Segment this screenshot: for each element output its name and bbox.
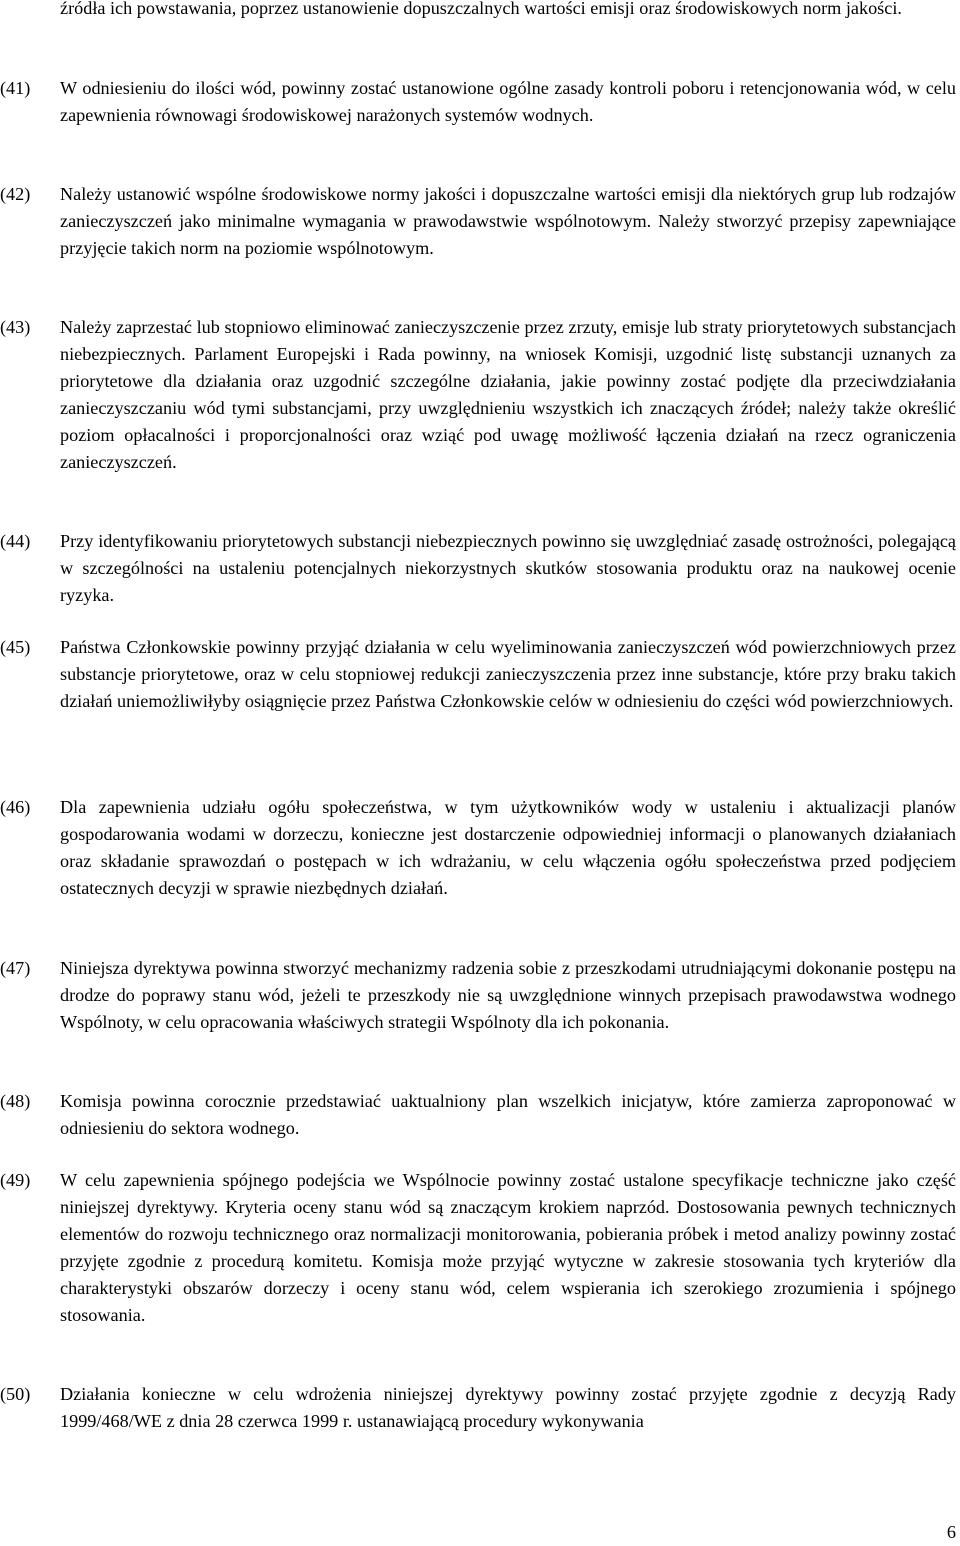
recital-47 <box>0 955 956 1036</box>
lead-paragraph-fragment: źródła ich powstawania, poprzez ustanowienie dopuszczalnych wartości emisji oraz środowiskowych norm jakości. <box>60 0 902 18</box>
recital-number: (42) <box>0 184 31 204</box>
recital-number: (41) <box>0 78 31 98</box>
recital-text: Niniejsza dyrektywa powinna stworzyć mechanizmy radzenia sobie z przeszkodami utrudniającymi dokonanie postępu na drodze do poprawy stanu wód, jeżeli te przeszkody nie są uwzględnione winnych przepisach prawodawstwa wodnego Wspólnoty, w celu opracowania właściwych strategii Wspólnoty dla ich pokonania. <box>60 958 956 1032</box>
recital-text: Należy ustanowić wspólne środowiskowe normy jakości i dopuszczalne wartości emisji dla niektórych grup lub rodzajów zanieczyszczeń jako minimalne wymagania w prawodawstwie wspólnotowym. Należy stworzyć przepisy zapewniające przyjęcie takich norm na poziomie wspólnotowym. <box>60 184 956 258</box>
recital-number: (47) <box>0 958 31 978</box>
recital-text: W celu zapewnienia spójnego podejścia we Wspólnocie powinny zostać ustalone specyfikacje techniczne jako część niniejszej dyrektywy. Kryteria oceny stanu wód są znaczącym krokiem naprzód. Dostosowania pewnych technicznych elementów do rozwoju technicznego oraz normalizacji monitorowania, pobierania próbek i metod analizy powinny zostać przyjęte zgodnie z procedurą komitetu. Komisja może przyjąć wytyczne w zakresie stosowania tych kryteriów dla charakterystyki obszarów dorzeczy i oceny stanu wód, celem wspierania ich szerokiego zrozumienia i spójnego stosowania. <box>60 1170 956 1325</box>
recital-number: (45) <box>0 637 31 657</box>
recital-44 <box>0 528 956 609</box>
recital-text: Komisja powinna corocznie przedstawiać uaktualniony plan wszelkich inicjatyw, które zamierza zaproponować w odniesieniu do sektora wodnego. <box>60 1091 956 1138</box>
recital-45 <box>0 634 956 715</box>
recital-43 <box>0 314 956 476</box>
recital-48 <box>0 1088 956 1142</box>
recital-41 <box>0 75 956 129</box>
recital-text: Należy zaprzestać lub stopniowo eliminować zanieczyszczenie przez zrzuty, emisje lub straty priorytetowych substancjach niebezpiecznych. Parlament Europejski i Rada powinny, na wniosek Komisji, uzgodnić listę substancji uznanych za priorytetowe dla działania oraz uzgodnić szczególne działania, jakie powinny zostać podjęte dla przeciwdziałania zanieczyszczaniu wód tymi substancjami, przy uwzględnieniu wszystkich ich znaczących źródeł; należy także określić poziom opłacalności i proporcjonalności oraz wziąć pod uwagę możliwość łączenia działań na rzecz ograniczenia zanieczyszczeń. <box>60 317 956 472</box>
page-number: 6 <box>946 1522 956 1542</box>
recital-50 <box>0 1381 956 1435</box>
recital-number: (43) <box>0 317 31 337</box>
recital-number: (48) <box>0 1091 31 1111</box>
recital-number: (49) <box>0 1170 31 1190</box>
recital-number: (50) <box>0 1384 31 1404</box>
recital-49 <box>0 1167 956 1329</box>
recital-text: Państwa Członkowskie powinny przyjąć działania w celu wyeliminowania zanieczyszczeń wód powierzchniowych przez substancje priorytetowe, oraz w celu stopniowej redukcji zanieczyszczenia przez inne substancje, które przy braku takich działań uniemożliwiłyby osiągnięcie przez Państwa Członkowskie celów w odniesieniu do części wód powierzchniowych. <box>60 637 956 711</box>
recital-number: (46) <box>0 797 31 817</box>
recital-text: Przy identyfikowaniu priorytetowych substancji niebezpiecznych powinno się uwzględniać zasadę ostrożności, polegającą w szczególności na ustaleniu potencjalnych niekorzystnych skutków stosowania produktu oraz na naukowej ocenie ryzyka. <box>60 531 956 605</box>
recital-text: Działania konieczne w celu wdrożenia niniejszej dyrektywy powinny zostać przyjęte zgodnie z decyzją Rady 1999/468/WE z dnia 28 czerwca 1999 r. ustanawiającą procedury wykonywania <box>60 1384 956 1431</box>
recital-text: Dla zapewnienia udziału ogółu społeczeństwa, w tym użytkowników wody w ustaleniu i aktualizacji planów gospodarowania wodami w dorzeczu, konieczne jest dostarczenie odpowiedniej informacji o planowanych działaniach oraz składanie sprawozdań o postępach w ich wdrażaniu, w celu włączenia ogółu społeczeństwa przed podjęciem ostatecznych decyzji w sprawie niezbędnych działań. <box>60 797 956 898</box>
recital-number: (44) <box>0 531 31 551</box>
recital-text: W odniesieniu do ilości wód, powinny zostać ustanowione ogólne zasady kontroli poboru i retencjonowania wód, w celu zapewnienia równowagi środowiskowej narażonych systemów wodnych. <box>60 78 956 125</box>
recital-42 <box>0 181 956 262</box>
recital-46 <box>0 794 956 902</box>
